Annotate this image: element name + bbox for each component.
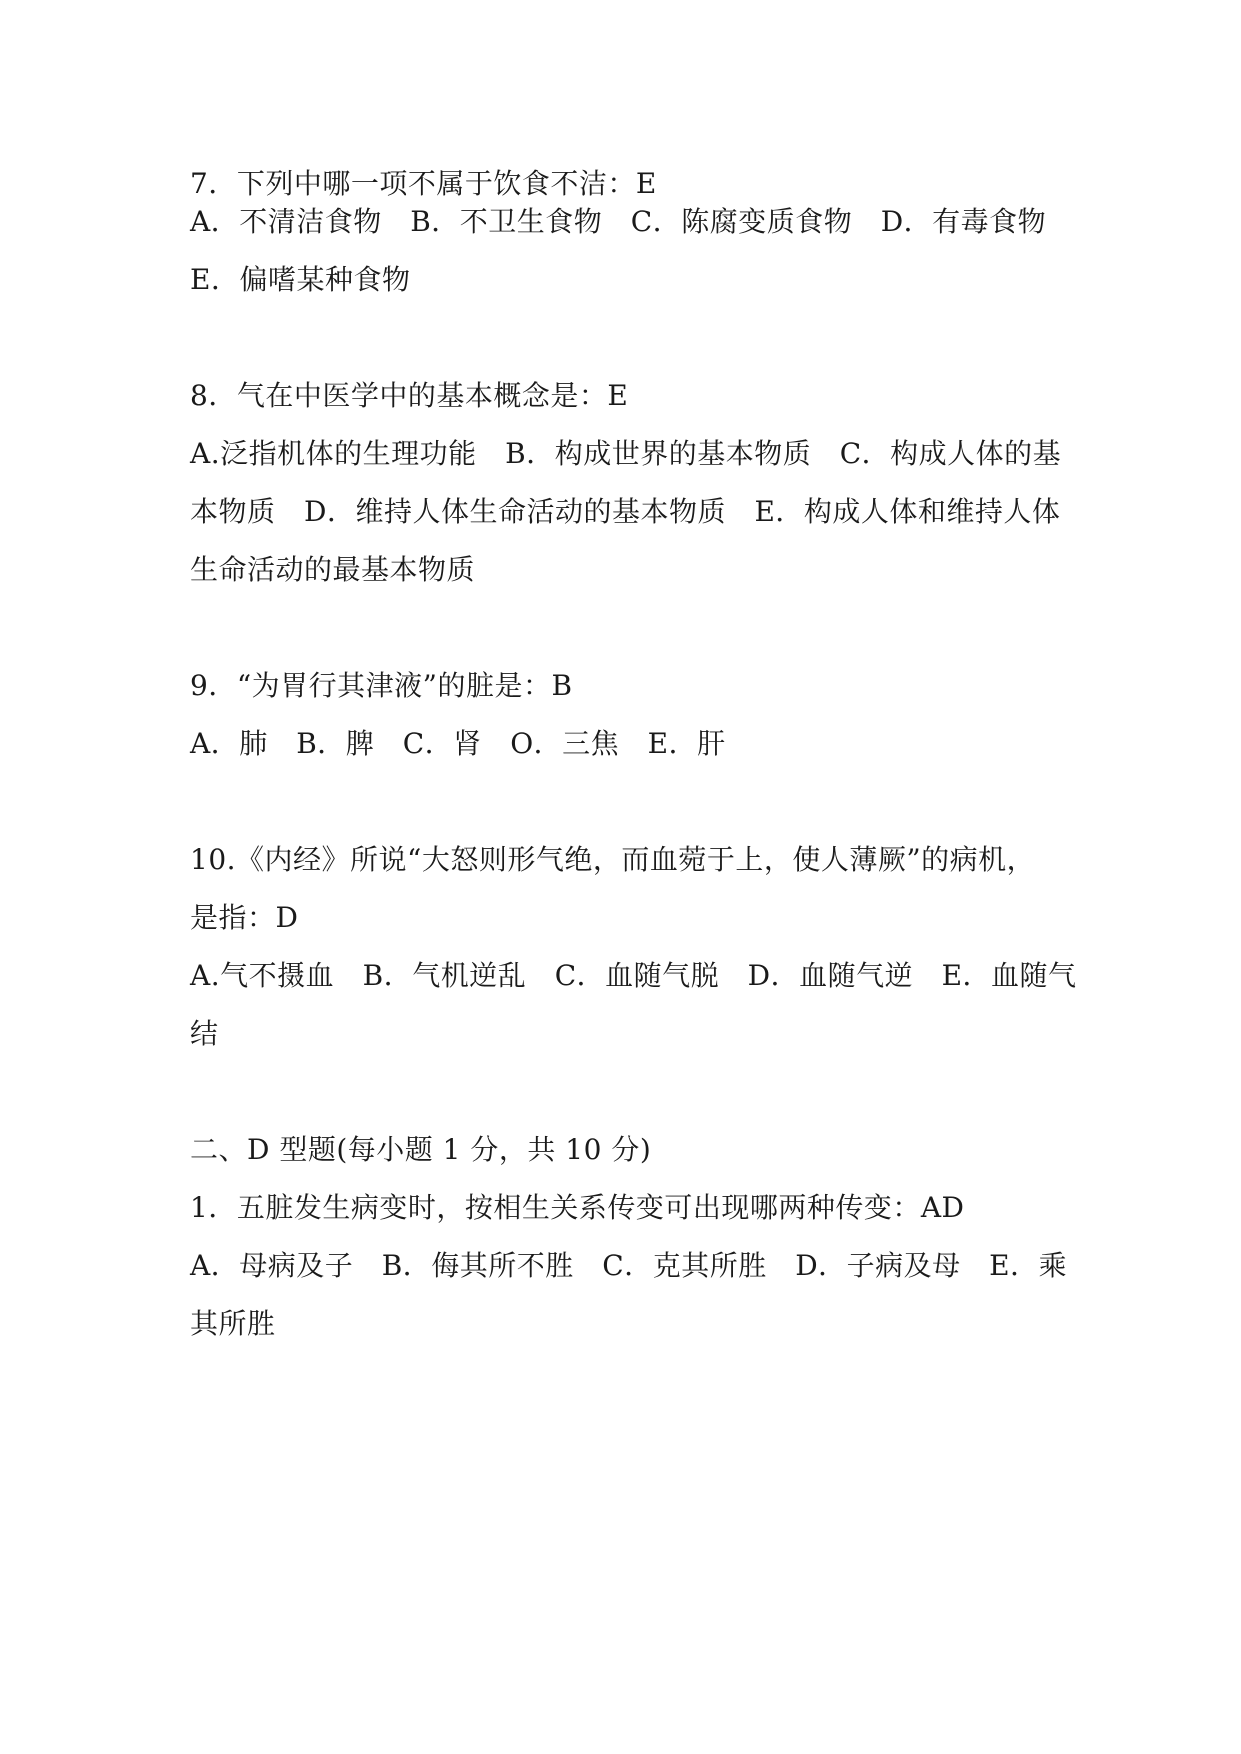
section2-question-1-options: A．母病及子 B．侮其所不胜 C．克其所胜 D．子病及母 E．乘 <box>190 1249 1068 1282</box>
question-7-stem: 7．下列中哪一项不属于饮食不洁：E <box>190 167 657 200</box>
question-7-options: A．不清洁食物 B．不卫生食物 C．陈腐变质食物 D．有毒食物 <box>190 205 1047 238</box>
section2-question-1-options-cont: 其所胜 <box>190 1307 276 1340</box>
question-9-stem: 9．“为胃行其津液”的脏是：B <box>190 669 573 702</box>
question-10-stem: 10.《内经》所说“大怒则形气绝，而血菀于上，使人薄厥”的病机， <box>190 843 1036 876</box>
question-8-stem: 8．气在中医学中的基本概念是：E <box>190 379 629 412</box>
question-7-options-cont: E．偏嗜某种食物 <box>190 263 411 296</box>
section2-question-1-stem: 1．五脏发生病变时，按相生关系传变可出现哪两种传变：AD <box>190 1191 965 1224</box>
question-8-options: A.泛指机体的生理功能 B．构成世界的基本物质 C．构成人体的基 <box>190 437 1062 470</box>
question-8-options-cont: 本物质 D．维持人体生命活动的基本物质 E．构成人体和维持人体 <box>190 495 1061 528</box>
question-9-options: A．肺 B．脾 C．肾 O．三焦 E．肝 <box>190 727 726 760</box>
question-10-options-cont: 结 <box>190 1017 219 1050</box>
question-8-options-cont2: 生命活动的最基本物质 <box>190 553 476 586</box>
section-heading: 二、D 型题(每小题 1 分，共 10 分) <box>190 1133 652 1166</box>
question-10-options: A.气不摄血 B．气机逆乱 C．血随气脱 D．血随气逆 E．血随气 <box>190 959 1077 992</box>
question-10-stem-cont: 是指：D <box>190 901 299 934</box>
